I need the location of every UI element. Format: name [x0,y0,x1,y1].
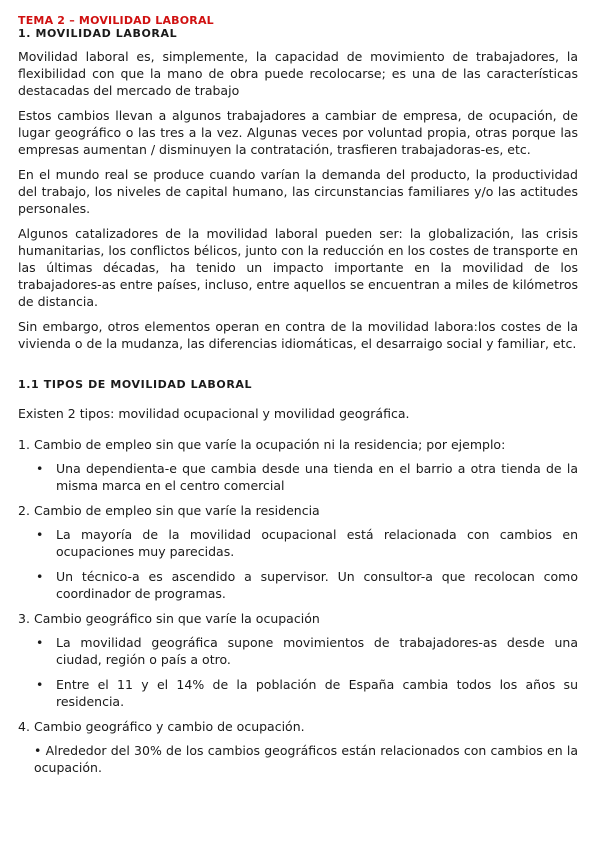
paragraph-changes: Estos cambios llevan a algunos trabajadores a cambiar de empresa, de ocupación, de lugar geográfico o las tres a la vez. Algunas veces por voluntad propia, otras porque las empresas aumentan / disminuyen la contratación, trasfieren trabajadoras-es, etc. [18,108,578,157]
bullet-text: La movilidad geográfica supone movimientos de trabajadores-as desde una ciudad, región o país a otro. [56,635,578,667]
paragraph-real-world: En el mundo real se produce cuando varían la demanda del producto, la productividad del trabajo, los niveles de capital humano, las circunstancias familiares y/o las actitudes personales. [18,167,578,216]
list-item-text: Cambio geográfico sin que varíe la ocupación [34,611,320,626]
subsection-intro: Existen 2 tipos: movilidad ocupacional y movilidad geográfica. [18,406,410,421]
bullet-icon: • [34,743,42,758]
bullet-icon: • [36,569,44,584]
bullet-item [36,634,578,668]
bullet-text: Un técnico-a es ascendido a supervisor. Un consultor-a que recolocan como coordinador de programas. [56,569,578,601]
bullet-icon: • [36,635,44,650]
paragraph-catalysts: Algunos catalizadores de la movilidad laboral pueden ser: la globalización, las crisis humanitarias, los conflictos bélicos, junto con la reducción en los costes de transporte en las últimas décadas, ha tenido un impacto importante en la movilidad de los trabajadores-as entre países, incluso, entre aquellos se encuentran a miles de kilómetros de distancia. [18,226,578,309]
tema-title: TEMA 2 – MOVILIDAD LABORAL [18,14,214,27]
bullet-icon: • [36,677,44,692]
paragraph-definition: Movilidad laboral es, simplemente, la capacidad de movimiento de trabajadores, la flexibilidad con que la mano de obra puede recolocarse; es una de las características destacadas del mercado de trabajo [18,49,578,98]
bullet-text: Una dependienta-e que cambia desde una tienda en el barrio a otra tienda de la misma marca en el centro comercial [56,461,578,493]
bullet-item [34,742,578,776]
list-item-text: Cambio de empleo sin que varíe la ocupación ni la residencia; por ejemplo: [34,437,506,452]
bullet-item [36,460,578,494]
list-item [18,718,578,735]
bullet-item [36,568,578,602]
bullet-text: Entre el 11 y el 14% de la población de España cambia todos los años su residencia. [56,677,578,709]
list-item [18,502,578,519]
list-item [18,436,578,453]
bullet-icon: • [36,527,44,542]
bullet-item [36,676,578,710]
list-item-number: 4. [18,719,30,734]
bullet-text: La mayoría de la movilidad ocupacional está relacionada con cambios en ocupaciones muy parecidas. [56,527,578,559]
bullet-item [36,526,578,560]
bullet-text: Alrededor del 30% de los cambios geográficos están relacionados con cambios en la ocupación. [34,743,578,775]
document-page [18,14,578,784]
subsection-title: 1.1 TIPOS DE MOVILIDAD LABORAL [18,378,253,391]
list-item-number: 1. [18,437,30,452]
list-item [18,610,578,627]
list-item-number: 2. [18,503,30,518]
list-item-number: 3. [18,611,30,626]
section-title: 1. MOVILIDAD LABORAL [18,27,178,40]
bullet-icon: • [36,461,44,476]
paragraph-obstacles: Sin embargo, otros elementos operan en contra de la movilidad labora:los costes de la vivienda o de la mudanza, las diferencias idiomáticas, el desarraigo social y familiar, etc. [18,319,578,351]
list-item-text: Cambio de empleo sin que varíe la residencia [34,503,320,518]
list-item-text: Cambio geográfico y cambio de ocupación. [34,719,305,734]
